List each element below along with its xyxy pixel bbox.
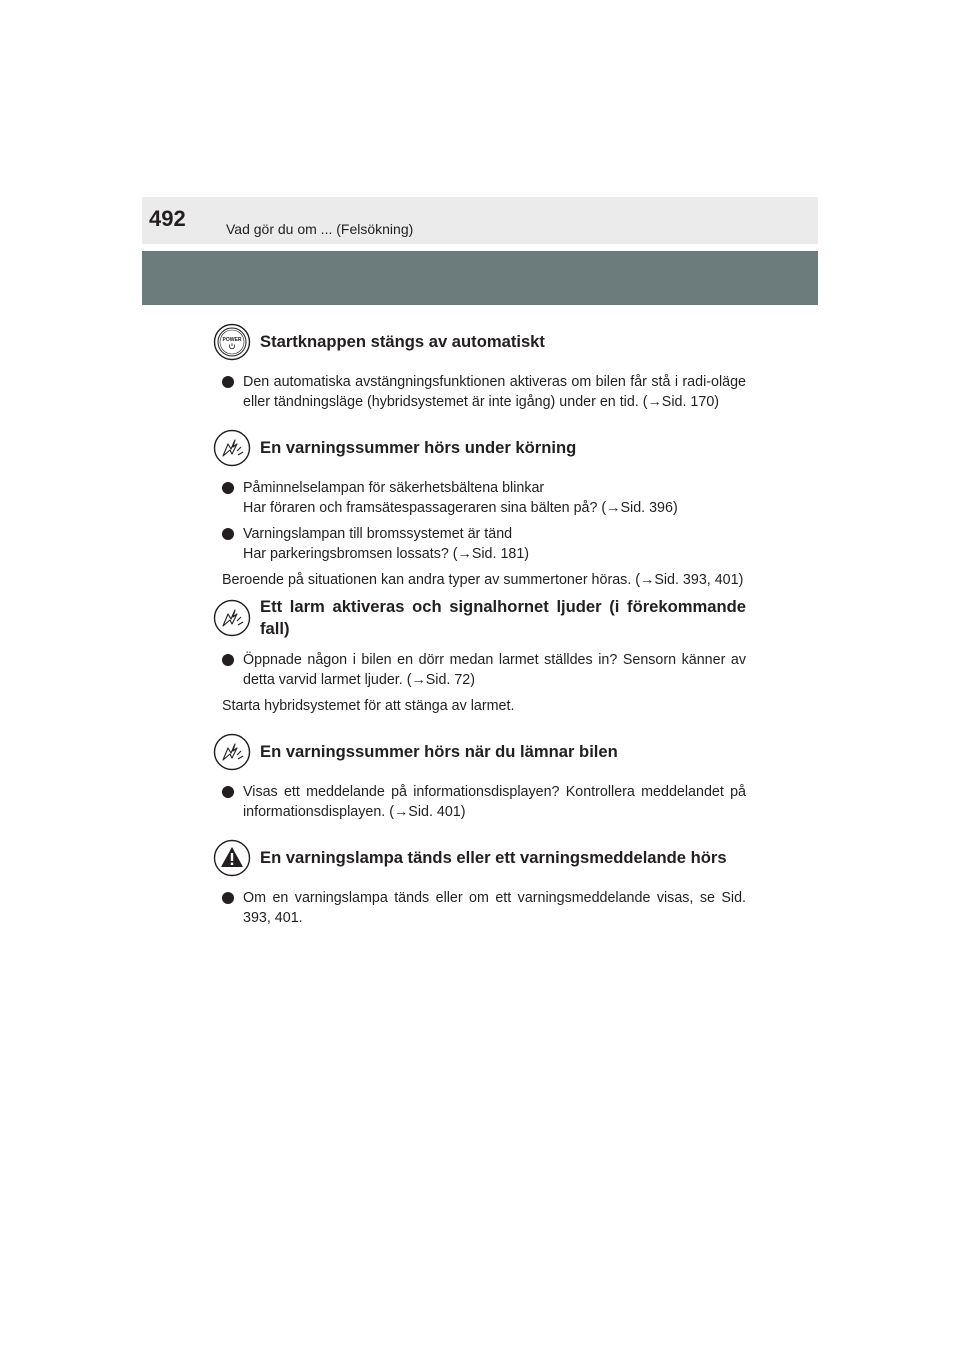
- bullet-subtext: Har föraren och framsätespassageraren sina bälten på? (→Sid. 396): [243, 500, 678, 516]
- bullet-text: Öppnade någon i bilen en dörr medan larmet ställdes in? Sensorn känner av detta varvid larmet ljuder. (→Sid. 72): [243, 652, 746, 688]
- list-item: [222, 478, 746, 518]
- section-note: Beroende på situationen kan andra typer av summertoner höras. (→Sid. 393, 401): [222, 572, 744, 588]
- page-number: 492: [149, 206, 186, 231]
- page-content: [222, 322, 746, 934]
- list-item: [222, 650, 746, 690]
- section-title: En varningslampa tänds eller ett varningsmeddelande hörs: [260, 848, 727, 867]
- chapter-title: Vad gör du om ... (Felsökning): [226, 221, 414, 237]
- bullet-text: Om en varningslampa tänds eller om ett varningsmeddelande visas, se Sid. 393, 401.: [243, 890, 746, 926]
- bullet-dot: [222, 892, 234, 904]
- section-heading: [222, 838, 746, 878]
- warning-buzzer-icon: [213, 429, 251, 467]
- section-title: En varningssummer hörs under körning: [260, 438, 577, 457]
- section-heading: [222, 428, 746, 468]
- bullet-dot: [222, 482, 234, 494]
- section-heading: [222, 322, 746, 362]
- bullet-text: Varningslampan till bromssystemet är tänd: [243, 526, 513, 542]
- section-heading: [222, 732, 746, 772]
- bullet-dot: [222, 528, 234, 540]
- warning-buzzer-icon: [213, 733, 251, 771]
- power-label: POWER: [222, 337, 242, 343]
- section-title: En varningssummer hörs när du lämnar bilen: [260, 742, 618, 761]
- section-note: Starta hybridsystemet för att stänga av larmet.: [222, 698, 515, 714]
- title-band: [142, 251, 818, 305]
- warning-triangle-icon: [213, 839, 251, 877]
- bullet-dot: [222, 654, 234, 666]
- bullet-text: Den automatiska avstängningsfunktionen aktiveras om bilen får stå i radi-oläge eller tändningsläge (hybridsystemet är inte igång) under en tid. (→Sid. 170): [243, 374, 746, 410]
- bullet-text: Visas ett meddelande på informationsdisplayen? Kontrollera meddelandet på informationsdisplayen. (→Sid. 401): [243, 784, 746, 820]
- section-title: Startknappen stängs av automatiskt: [260, 332, 545, 351]
- bullet-subtext: Har parkeringsbromsen lossats? (→Sid. 181): [243, 546, 530, 562]
- list-item: [222, 372, 746, 412]
- bullet-text: Påminnelselampan för säkerhetsbältena blinkar: [243, 480, 545, 496]
- list-item: [222, 888, 746, 928]
- page-header: [142, 197, 818, 244]
- warning-buzzer-icon: [213, 599, 251, 637]
- section-heading: [222, 596, 746, 640]
- bullet-dot: [222, 376, 234, 388]
- section-title: Ett larm aktiveras och signalhornet ljuder (i förekommande fall): [260, 597, 746, 638]
- list-item: [222, 524, 746, 564]
- power-button-icon: [213, 323, 251, 361]
- bullet-dot: [222, 786, 234, 798]
- list-item: [222, 782, 746, 822]
